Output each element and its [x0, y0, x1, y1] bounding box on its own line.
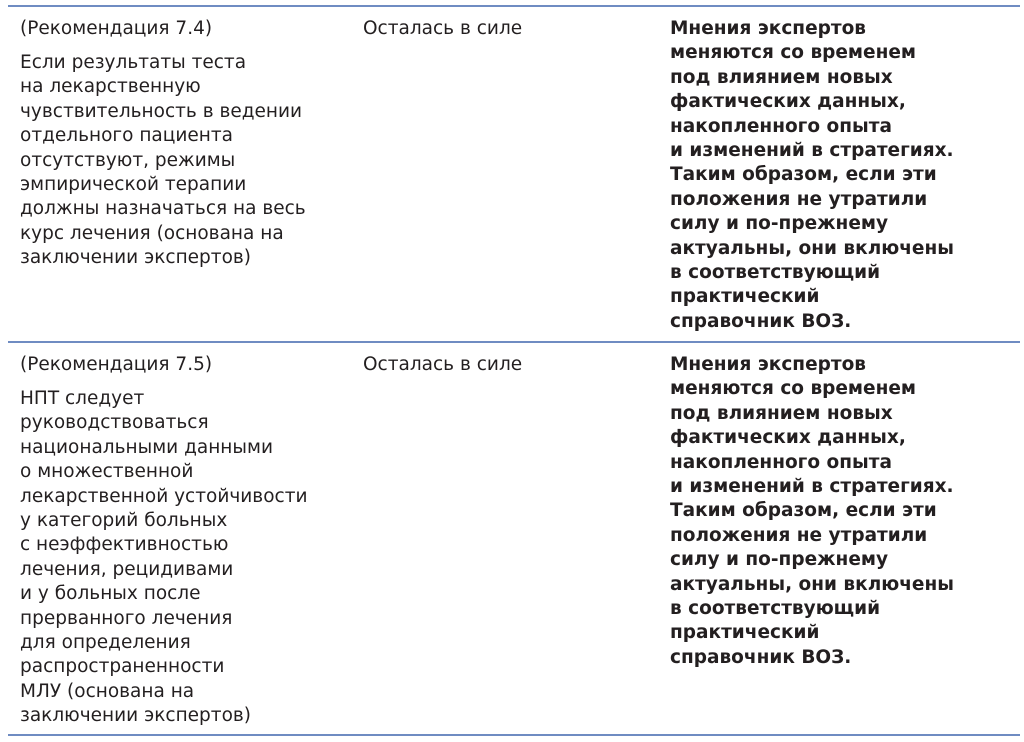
recommendation-comment: Мнения экспертов меняются со временем под влиянием новых фактических данных, накопленного опыта и изменений в стратегиях. Таким образом, если эти положения не утратили силу и по-прежнему актуальны, они включены в соответствующий практический справочник ВОЗ. [670, 18, 954, 332]
recommendation-status: Осталась в силе [363, 18, 523, 39]
recommendation-status: Осталась в силе [363, 354, 523, 375]
recommendation-comment: Мнения экспертов меняются со временем под влиянием новых фактических данных, накопленного опыта и изменений в стратегиях. Таким образом, если эти положения не утратили силу и по-прежнему актуальны, они включены в соответствующий практический справочник ВОЗ. [670, 354, 954, 668]
recommendation-text: НПТ следует руководствоваться национальными данными о множественной лекарственной устойчивости у категорий больных с неэффективностью лечения, рецидивами и у больных после прерванного лечения для определения распространенности МЛУ (основана на заключении экспертов) [20, 388, 308, 727]
recommendation-code: (Рекомендация 7.4) [20, 18, 213, 39]
row-divider-rule [8, 341, 1020, 343]
table-top-rule [8, 5, 1020, 7]
recommendation-text: Если результаты теста на лекарственную чувствительность в ведении отдельного пациента отсутствуют, режимы эмпирической терапии должны назначаться на весь курс лечения (основана на заключении экспертов) [20, 52, 306, 269]
table-bottom-rule [8, 734, 1020, 736]
recommendation-code: (Рекомендация 7.5) [20, 354, 213, 375]
